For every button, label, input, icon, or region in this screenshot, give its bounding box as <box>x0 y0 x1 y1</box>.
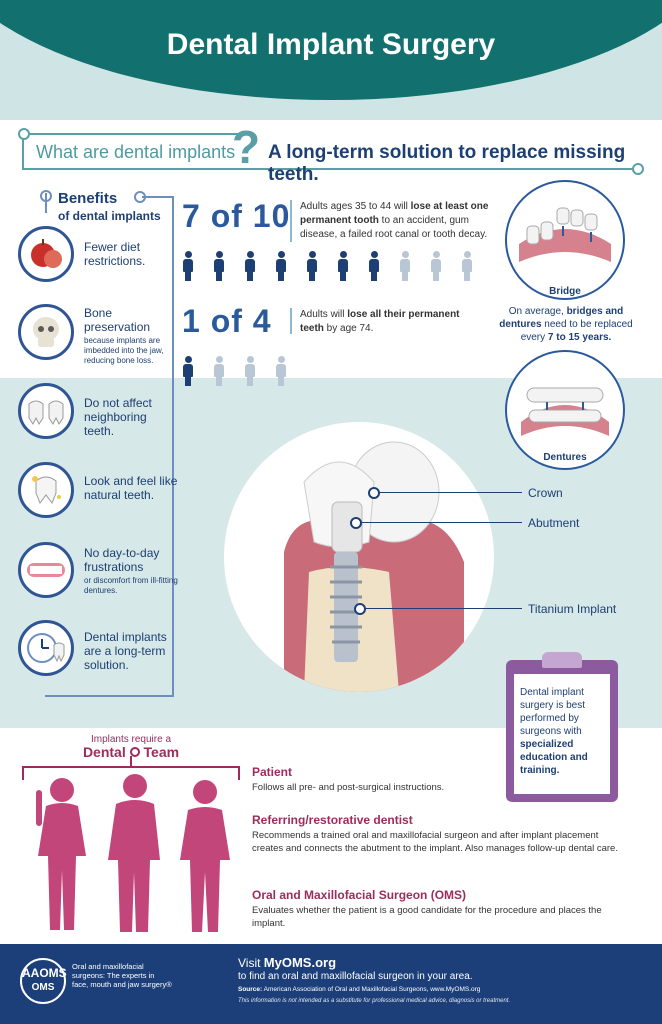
benefit-sub: or discomfort from ill-fitting dentures. <box>84 576 178 595</box>
logo-text-top: AAOMS <box>22 966 67 980</box>
answer-text: A long-term solution to replace missing teeth. <box>268 142 626 185</box>
stat-divider <box>290 200 292 242</box>
patient-figure-head <box>50 778 74 802</box>
replace-note-part: On average, <box>508 306 567 317</box>
person-icon-unaffected <box>399 251 411 281</box>
surgeon-figure-head <box>193 780 217 804</box>
stat-text-bold: lose at least one permanent tooth <box>300 201 489 226</box>
benefits-line-bottom <box>45 695 174 697</box>
stat-text-part: Adults ages 35 to 44 will <box>300 201 411 212</box>
benefit-item <box>84 630 178 672</box>
aaoms-logo <box>20 958 66 1004</box>
benefit-label: Look and feel like natural teeth. <box>84 474 178 502</box>
benefit-item <box>84 396 178 438</box>
person-icon-affected <box>275 251 287 281</box>
footer-visit-label: Visit <box>238 956 264 970</box>
crown-line <box>378 492 522 493</box>
footer-disclaimer: This information is not intended as a substitute for professional medical advice, diagnosis or treatment. <box>238 998 511 1004</box>
footer-source-text: American Association of Oral and Maxillofacial Surgeons, www.MyOMS.org <box>262 986 481 993</box>
role-desc: Recommends a trained oral and maxillofacial surgeon and after implant placement creates and connects the abutment to the implant. Also manages follow-up dental care. <box>252 830 618 854</box>
patient-figure-arm <box>36 790 42 826</box>
person-icon-unaffected <box>213 356 225 386</box>
stat-7-of-10-text <box>300 200 500 242</box>
stat-1-of-4-text <box>300 308 460 336</box>
person-icon-unaffected <box>244 356 256 386</box>
apple-icon <box>18 226 74 282</box>
footer-find: to find an oral and maxillofacial surgeon in your area. <box>238 971 473 982</box>
implant-illustration <box>224 422 494 692</box>
question-line-left <box>22 138 24 170</box>
footer-tagline: Oral and maxillofacial surgeons: The experts in face, mouth and jaw surgery® <box>72 962 172 989</box>
team-figures <box>30 770 240 938</box>
implant-line <box>364 608 522 609</box>
benefits-title-line2: of dental implants <box>58 209 161 223</box>
replace-note-part: need to be replaced every <box>520 319 633 343</box>
crown-marker <box>368 487 380 499</box>
person-icon-unaffected <box>275 356 287 386</box>
stat-text-part: Adults will <box>300 309 348 320</box>
stat-text-part: to an accident, gum disease, a failed root canal or tooth decay. <box>300 215 488 240</box>
replace-note-bold: bridges and dentures <box>499 306 624 330</box>
abutment-marker <box>350 517 362 529</box>
skull-icon <box>18 304 74 360</box>
team-title-b: Team <box>143 744 180 760</box>
person-icon-affected <box>368 251 380 281</box>
team-bracket-left <box>22 766 24 780</box>
abutment-label: Abutment <box>528 516 580 530</box>
benefits-title-line1: Benefits <box>58 190 118 207</box>
person-icon-affected <box>182 251 194 281</box>
stat-divider <box>290 308 292 334</box>
patient-figure-body <box>38 803 86 930</box>
question-line-top <box>28 133 246 135</box>
tooth-sparkle-icon <box>18 462 74 518</box>
dentures-caption: Dentures <box>543 452 587 463</box>
benefit-label: Fewer diet restrictions. <box>84 240 146 268</box>
implant-label: Titanium Implant <box>528 602 617 616</box>
footer-source-label: Source: <box>238 986 263 993</box>
clipboard-clip <box>542 652 582 668</box>
replace-note-bold: 7 to 15 years. <box>547 332 612 343</box>
benefits-line-right <box>172 197 174 697</box>
person-icon-affected <box>182 356 194 386</box>
footer-source <box>238 986 480 993</box>
stat-text-bold: lose all their permanent teeth <box>300 309 460 334</box>
role-desc: Follows all pre- and post-surgical instructions. <box>252 782 445 793</box>
clipboard-text <box>520 686 606 777</box>
person-icon-affected <box>244 251 256 281</box>
abutment-line <box>360 522 522 523</box>
dentist-figure-body <box>108 800 160 932</box>
benefit-label: No day-to-day frustrations <box>84 546 160 574</box>
benefit-label: Dental implants are a long-term solution. <box>84 630 167 672</box>
benefits-line-left <box>45 193 47 213</box>
person-icon-unaffected <box>430 251 442 281</box>
implant-marker <box>354 603 366 615</box>
stat-1-of-4: 1 of 4 <box>182 303 272 339</box>
dentist-figure-head <box>123 774 147 798</box>
page-title: Dental Implant Surgery <box>166 28 496 61</box>
person-icon-affected <box>337 251 349 281</box>
benefit-label: Bone preservation <box>84 306 151 334</box>
crown-label: Crown <box>528 486 563 500</box>
benefit-sub: because implants are imbedded into the jaw, reducing bone loss. <box>84 336 164 365</box>
stat-text-part: by age 74. <box>323 323 374 334</box>
clock-icon <box>18 620 74 676</box>
benefit-label: Do not affect neighboring teeth. <box>84 396 152 438</box>
role-desc: Evaluates whether the patient is a good candidate for the procedure and places the implant. <box>252 905 602 929</box>
surgeon-figure-body <box>180 807 230 932</box>
person-icon-affected <box>213 251 225 281</box>
stat-7-of-10: 7 of 10 <box>182 198 291 234</box>
benefit-item <box>84 240 178 268</box>
team-bracket-mid <box>130 756 132 766</box>
person-icon-unaffected <box>461 251 473 281</box>
role-title: Patient <box>252 765 293 779</box>
team-title-a: Dental <box>82 744 126 760</box>
question-text: What are dental implants <box>36 142 236 162</box>
logo-text-bottom: OMS <box>31 982 55 993</box>
benefit-item <box>84 306 178 366</box>
clipboard-text-bold: specialized education and training. <box>520 739 588 776</box>
clipboard-text-part: Dental implant surgery is best performed by surgeons with <box>520 687 586 737</box>
benefit-item <box>84 474 178 502</box>
role-title: Oral and Maxillofacial Surgeon (OMS) <box>252 888 467 902</box>
question-mark: ? <box>232 121 261 173</box>
person-icon-affected <box>306 251 318 281</box>
dentures-icon <box>18 542 74 598</box>
team-bracket-top <box>22 766 240 768</box>
team-requires: Implants require a <box>90 734 172 745</box>
benefits-title <box>58 190 161 225</box>
footer-site-link[interactable]: MyOMS.org <box>263 955 337 970</box>
benefit-item <box>84 546 178 596</box>
role-title: Referring/restorative dentist <box>252 813 413 827</box>
footer-visit <box>238 955 336 970</box>
bridge-illustration <box>505 180 625 300</box>
bridge-caption: Bridge <box>549 286 581 297</box>
teeth-icon <box>18 383 74 439</box>
replace-note <box>494 305 638 344</box>
